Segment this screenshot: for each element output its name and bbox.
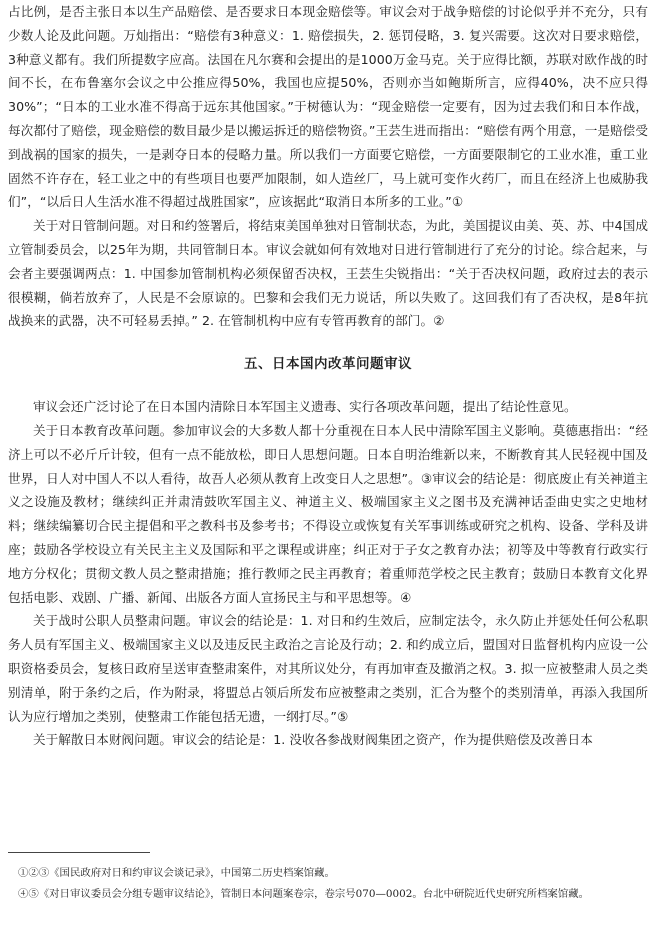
paragraph-zaibatsu-issue: 关于解散日本财阀问题。审议会的结论是：1. 没收各参战财阀集团之资产，作为提供赔偿及改善日本 (33, 732, 593, 748)
footnote-1: ①②③《国民政府对日和约审议会谈记录》，中国第二历史档案馆藏。 (18, 867, 335, 879)
footnotes (8, 863, 648, 904)
footnote-2: ④⑤《对日审议委员会分组专题审议结论》，管制日本问题案卷宗，卷宗号070—0002。台北中研院近代史研究所档案馆藏。 (18, 887, 589, 900)
paragraph-control-issue: 关于对日管制问题。对日和约签署后，将结束美国单独对日管制状态，为此，美国提议由美、英、苏、中4国成立管制委员会，以25年为期，共同管制日本。审议会就如何有效地对日进行管制进行了充分的讨论。综合起来，与会者主要强调两点：1. 中国参加管制机构必须保留否决权，王芸生尖锐指出：“关于否决权问题，政府过去的表示很模糊，倘若放弃了，人民是不会原谅的。巴黎和会我们无力说话，所以失败了。这回我们有了否决权，是8年抗战换来的武器，决不可轻易丢掉。” 2. 在管制机构中应有专管再教育的部门。② (8, 218, 648, 329)
body-text (8, 0, 648, 752)
section-heading: 五、日本国内改革问题审议 (244, 356, 412, 373)
footnote-divider (8, 852, 150, 853)
paragraph-reform-intro: 审议会还广泛讨论了在日本国内清除日本军国主义遗毒、实行各项改革问题，提出了结论性意见。 (33, 399, 577, 415)
paragraph-reparations: 占比例，是否主张日本以生产品赔偿、是否要求日本现金赔偿等。审议会对于战争赔偿的讨论似乎并不充分，只有少数人论及此问题。万灿指出：“赔偿有3种意义：1. 赔偿损失，2. 惩罚侵略，3. 复兴需要。这次对日要求赔偿，3种意义都有。我们所提数字应高。法国在凡尔赛和会提出的是1000万金马克。关于应得比额，苏联对欧作战的时间不长，在布鲁塞尔会议之中公推应得50%，我国也应提50%，否则亦当如鲍斯所言，应得40%，决不应只得30%”；“日本的工业水准不得高于远东其他国家。”于树德认为：“现金赔偿一定要有，因为过去我们和日本作战，每次都付了赔偿，现金赔偿的数目最少是以搬运拆迁的赔偿物资。”王芸生进而指出：“赔偿有两个用意，一是赔偿受到战祸的国家的损失，一是剥夺日本的侵略力量。所以我们一方面要它赔偿，一方面要限制它的工业水准，重工业固然不许存在，轻工业之中的有些项目也要严加限制，如人造丝厂，马上就可变作火药厂，而且在经济上也威胁我们”，“以后日人生活水准不得超过战胜国家”，应该据此“取消日本所多的工业。”① (8, 4, 648, 210)
paragraph-purge-issue: 关于战时公职人员整肃问题。审议会的结论是：1. 对日和约生效后，应制定法令，永久防止并惩处任何公私职务人员有军国主义、极端国家主义以及违反民主政治之言论及行动；2. 和约成立后，盟国对日监督机构内应设一公职资格委员会，复核日政府呈送审查整肃案件，对其所议处分，有再加审查及撤消之权。3. 拟一应被整肃人员之类别清单，附于条约之后，作为附录，将盟总占领后所发布应被整肃之类别，汇合为整个的类别清单，再添入我国所认为应行增加之类别，使整肃工作能包括无遗，一纲打尽。”⑤ (8, 613, 648, 724)
paragraph-education-reform: 关于日本教育改革问题。参加审议会的大多数人都十分重视在日本人民中清除军国主义影响。莫德惠指出：“经济上可以不必斤斤计较，但有一点不能放松，即日人思想问题。日本自明治维新以来，不断教育其人民轻视中国及世界，日人对中国人不以人看待，故吾人必须从教育上改变日人之思想”。③审议会的结论是：彻底废止有关神道主义之设施及教材；继续纠正并肃清鼓吹军国主义、神道主义、极端国家主义之图书及充满神话歪曲史实之史地材料；继续编纂切合民主提倡和平之教科书及参考书；不得设立或恢复有关军事训练或研究之机构、设备、学科及讲座；鼓励各学校设立有关民主主义及国际和平之课程或讲座；纠正对于子女之教育办法；初等及中等教育行政实行地方分权化；贯彻文教人员之整肃措施；推行教师之民主再教育；着重师范学校之民主教育；鼓励日本教育文化界包括电影、戏剧、广播、新闻、出版各方面人宣扬民主与和平思想等。④ (8, 422, 648, 605)
